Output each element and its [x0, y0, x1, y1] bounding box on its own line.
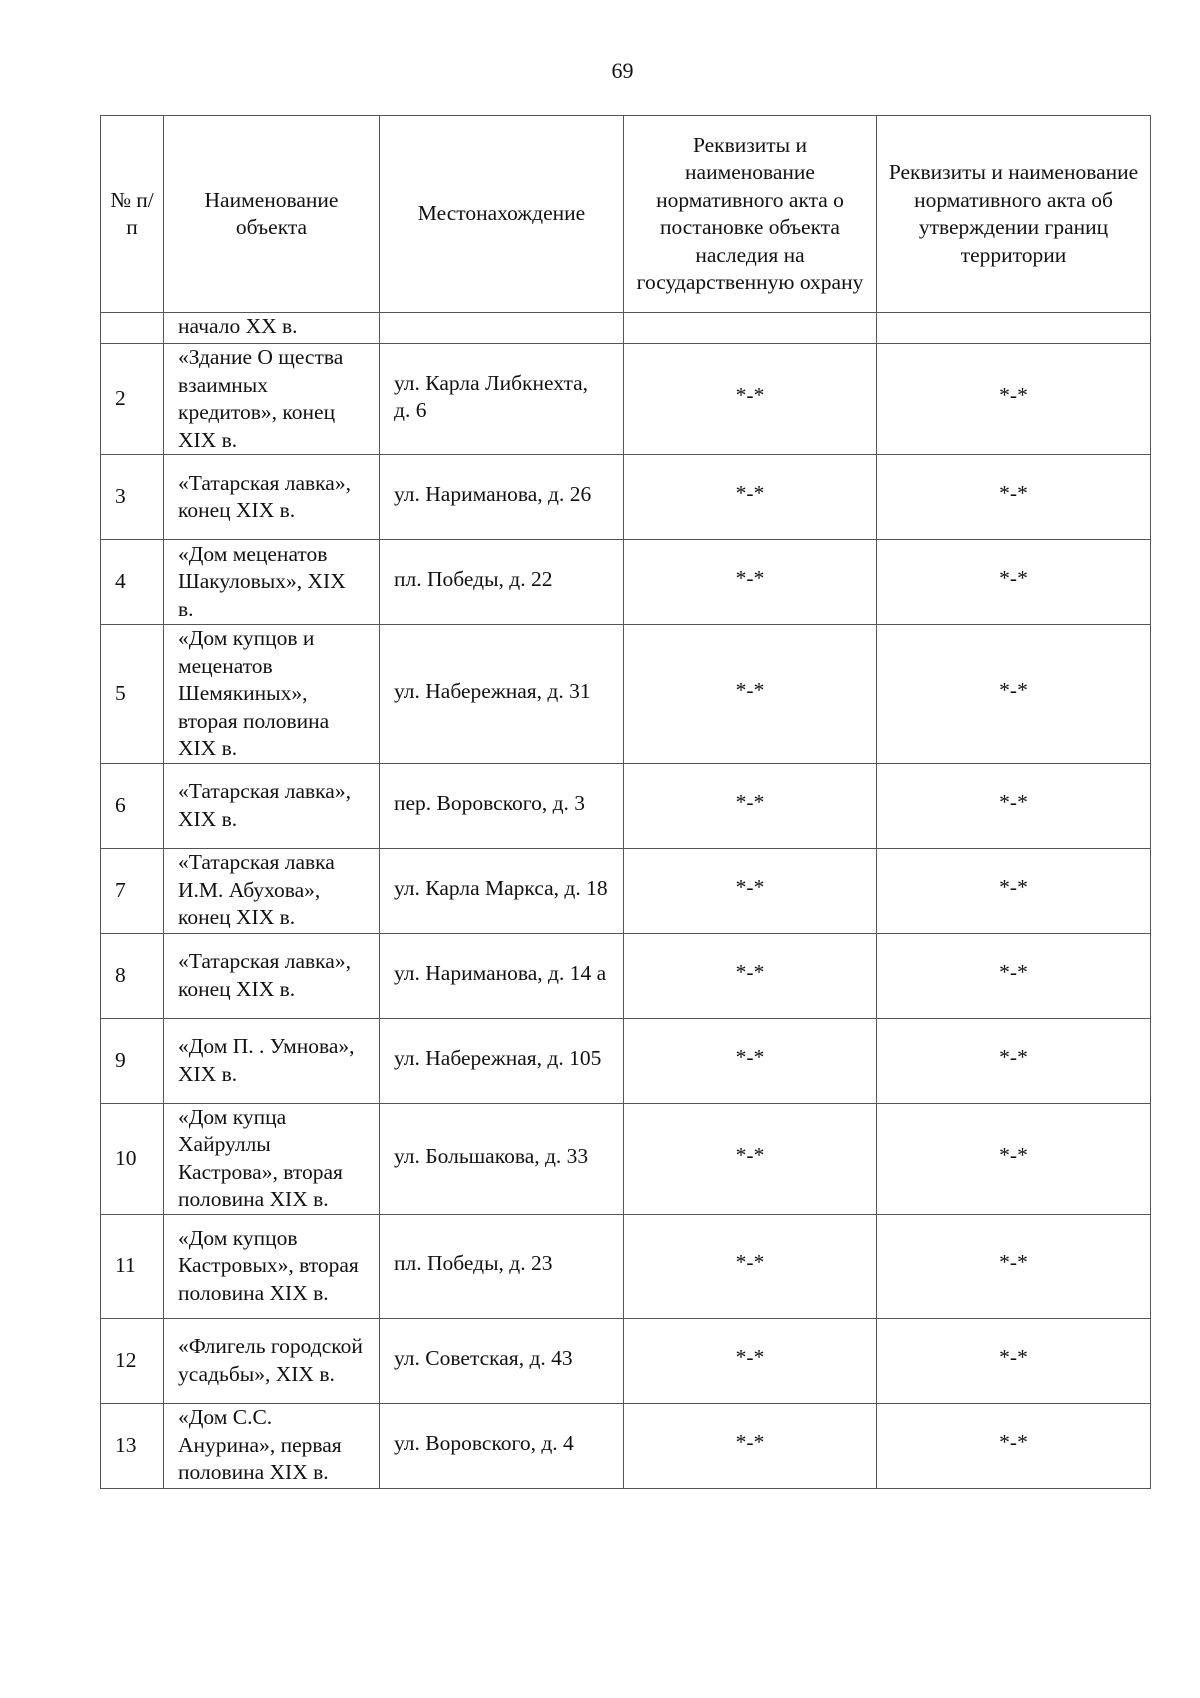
table-row [101, 1214, 1151, 1318]
header-object-name: Наименование объекта [164, 116, 380, 313]
heritage-objects-table [100, 115, 1151, 1489]
boundary-act-cell-text: *-* [999, 481, 1028, 506]
object-name-cell: «Дом П. . Умнова», XIX в. [164, 1018, 380, 1103]
table-row [101, 1018, 1151, 1103]
protection-act-cell-text: *-* [735, 1044, 765, 1069]
boundary-act-cell-text: *-* [999, 1344, 1028, 1369]
location-cell-text: ул. Советская, д. 43 [394, 1345, 573, 1370]
boundary-act-cell [877, 1018, 1151, 1103]
table-row [101, 1103, 1151, 1214]
protection-act-cell [624, 1018, 877, 1103]
protection-act-cell [624, 1318, 877, 1403]
row-number-cell: 5 [101, 625, 164, 764]
location-cell-text: ул. Нариманова, д. 26 [394, 482, 592, 507]
continuation-location-cell [380, 313, 624, 344]
table-header-row [101, 116, 1151, 313]
protection-act-cell-text: *-* [735, 789, 765, 814]
object-name-cell: «Татарская лавка», конец XIX в. [164, 455, 380, 540]
protection-act-cell-text: *-* [735, 566, 765, 591]
row-number-cell: 12 [101, 1318, 164, 1403]
boundary-act-cell [877, 1403, 1151, 1488]
table-body [101, 313, 1151, 1489]
protection-act-cell-text: *-* [735, 1142, 765, 1167]
table-row [101, 763, 1151, 848]
row-number-cell: 2 [101, 344, 164, 455]
location-cell [380, 1018, 624, 1103]
location-cell [380, 1103, 624, 1214]
boundary-act-cell-text: *-* [999, 1250, 1028, 1275]
table-row [101, 625, 1151, 764]
location-cell [380, 848, 624, 933]
boundary-act-cell [877, 344, 1151, 455]
protection-act-cell [624, 1403, 877, 1488]
protection-act-cell [624, 848, 877, 933]
boundary-act-cell-text: *-* [999, 959, 1028, 984]
location-cell-text: пл. Победы, д. 22 [394, 567, 553, 592]
protection-act-cell-text: *-* [735, 1429, 765, 1454]
boundary-act-cell-text: *-* [999, 678, 1028, 702]
location-cell [380, 625, 624, 764]
row-number-cell: 4 [101, 540, 164, 625]
object-name-cell: «Дом купцов и меценатов Шемякиных», вторая половина XIX в. [164, 625, 380, 764]
row-number-cell: 8 [101, 933, 164, 1018]
boundary-act-cell [877, 1318, 1151, 1403]
location-cell [380, 540, 624, 625]
row-number-cell: 13 [101, 1403, 164, 1488]
boundary-act-cell [877, 933, 1151, 1018]
boundary-act-cell-text: *-* [999, 383, 1028, 408]
continuation-boundary-cell [877, 313, 1151, 344]
row-number-cell: 11 [101, 1214, 164, 1318]
object-name-cell: «Татарская лавка И.М. Абухова», конец XIX в. [164, 848, 380, 933]
protection-act-cell [624, 1214, 877, 1318]
protection-act-cell [624, 344, 877, 455]
table-row [101, 344, 1151, 455]
location-cell-text: ул. Воровского, д. 4 [394, 1430, 574, 1455]
protection-act-cell-text: *-* [735, 959, 765, 984]
boundary-act-cell [877, 1214, 1151, 1318]
location-cell-text: ул. Карла Маркса, д. 18 [394, 875, 608, 900]
boundary-act-cell-text: *-* [999, 1044, 1028, 1069]
row-number-cell: 7 [101, 848, 164, 933]
continuation-protection-cell [624, 313, 877, 344]
table-row [101, 1403, 1151, 1488]
boundary-act-cell-text: *-* [999, 789, 1028, 814]
continuation-row [101, 313, 1151, 344]
protection-act-cell-text: *-* [735, 1250, 765, 1275]
boundary-act-cell [877, 1103, 1151, 1214]
protection-act-cell [624, 1103, 877, 1214]
location-cell-text: ул. Карла Либкнехта, д. 6 [394, 370, 589, 422]
protection-act-cell [624, 625, 877, 764]
location-cell-text: пер. Воровского, д. 3 [394, 790, 586, 815]
object-name-cell: «Дом С.С. Анурина», первая половина XIX в. [164, 1403, 380, 1488]
protection-act-cell [624, 540, 877, 625]
protection-act-cell [624, 933, 877, 1018]
boundary-act-cell [877, 540, 1151, 625]
object-name-cell: «Дом купцов Кастровых», вторая половина XIX в. [164, 1214, 380, 1318]
boundary-act-cell-text: *-* [999, 1429, 1028, 1454]
location-cell [380, 1403, 624, 1488]
header-location: Местонахождение [380, 116, 624, 313]
row-number-cell: 3 [101, 455, 164, 540]
location-cell [380, 1318, 624, 1403]
location-cell [380, 933, 624, 1018]
page-number: 69 [611, 58, 634, 83]
boundary-act-cell [877, 763, 1151, 848]
protection-act-cell-text: *-* [735, 383, 765, 408]
row-number-cell: 9 [101, 1018, 164, 1103]
header-number: № п/п [101, 116, 164, 313]
boundary-act-cell [877, 848, 1151, 933]
table-row [101, 933, 1151, 1018]
location-cell [380, 344, 624, 455]
object-name-cell: «Татарская лавка», XIX в. [164, 763, 380, 848]
protection-act-cell-text: *-* [735, 481, 765, 506]
boundary-act-cell [877, 455, 1151, 540]
protection-act-cell [624, 455, 877, 540]
location-cell [380, 455, 624, 540]
row-number-cell: 6 [101, 763, 164, 848]
location-cell [380, 763, 624, 848]
object-name-cell: «Здание О щества взаимных кредитов», конец XIX в. [164, 344, 380, 455]
table-row [101, 1318, 1151, 1403]
location-cell-text: пл. Победы, д. 23 [394, 1251, 553, 1276]
protection-act-cell-text: *-* [735, 678, 765, 702]
location-cell-text: ул. Набережная, д. 31 [394, 679, 591, 703]
object-name-cell: «Дом купца Хайруллы Кастрова», вторая половина XIX в. [164, 1103, 380, 1214]
location-cell-text: ул. Большакова, д. 33 [394, 1143, 589, 1168]
boundary-act-cell-text: *-* [999, 566, 1028, 591]
header-boundary-act: Реквизиты и наименование нормативного акта об утверждении границ территории [877, 116, 1151, 313]
row-number-cell: 10 [101, 1103, 164, 1214]
location-cell-text: ул. Нариманова, д. 14 а [394, 960, 607, 985]
table-row [101, 848, 1151, 933]
continuation-name-cell: начало XX в. [164, 313, 380, 344]
boundary-act-cell-text: *-* [999, 874, 1028, 899]
protection-act-cell-text: *-* [735, 874, 765, 899]
continuation-num-cell [101, 313, 164, 344]
boundary-act-cell-text: *-* [999, 1142, 1028, 1167]
location-cell-text: ул. Набережная, д. 105 [394, 1045, 602, 1070]
object-name-cell: «Флигель городской усадьбы», XIX в. [164, 1318, 380, 1403]
object-name-cell: «Дом меценатов Шакуловых», XIX в. [164, 540, 380, 625]
object-name-cell: «Татарская лавка», конец XIX в. [164, 933, 380, 1018]
header-protection-act: Реквизиты и наименование нормативного акта о постановке объекта наследия на государственную охрану [624, 116, 877, 313]
location-cell [380, 1214, 624, 1318]
protection-act-cell-text: *-* [735, 1344, 765, 1369]
table-row [101, 455, 1151, 540]
boundary-act-cell [877, 625, 1151, 764]
table-row [101, 540, 1151, 625]
protection-act-cell [624, 763, 877, 848]
